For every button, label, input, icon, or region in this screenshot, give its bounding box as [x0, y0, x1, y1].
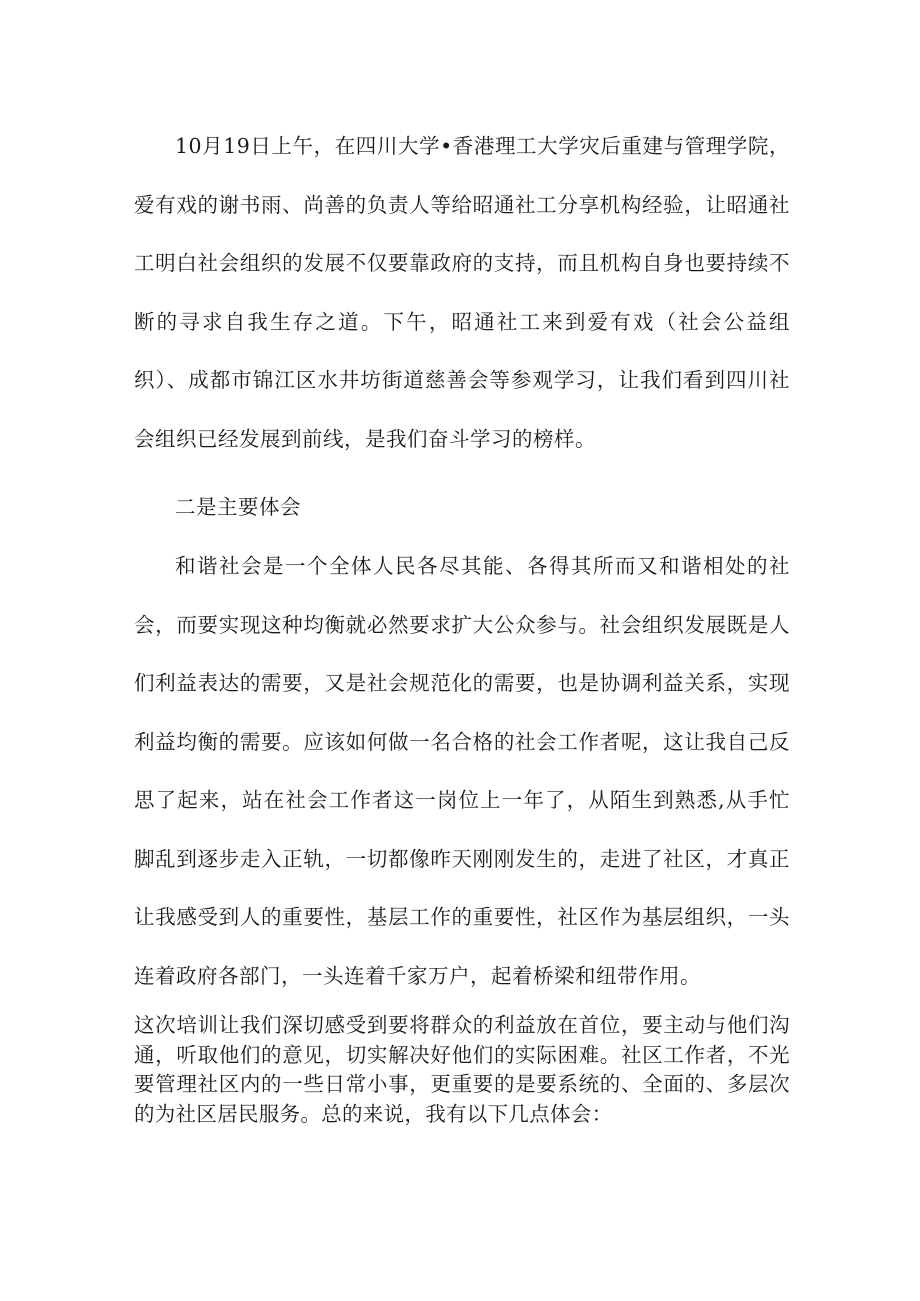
- paragraph-training-visit: 10月19日上午，在四川大学•香港理工大学灾后重建与管理学院，爱有戏的谢书雨、尚善的负责人等给昭通社工分享机构经验，让昭通社工明白社会组织的发展不仅要靠政府的支持，而且机构自身也要持续不断的寻求自我生存之道。下午，昭通社工来到爱有戏（社会公益组织）、成都市锦江区水井坊街道慈善会等参观学习，让我们看到四川社会组织已经发展到前线，是我们奋斗学习的榜样。: [134, 134, 790, 451]
- paragraph-harmonious-society: 和谐社会是一个全体人民各尽其能、各得其所而又和谐相处的社会，而要实现这种均衡就必然要求扩大公众参与。社会组织发展既是人们利益表达的需要，又是社会规范化的需要，也是协调利益关系，实现利益均衡的需要。应该如何做一名合格的社会工作者呢，这让我自己反思了起来，站在社会工作者这一岗位上一年了，从陌生到熟悉,从手忙脚乱到逐步走入正轨，一切都像昨天刚刚发生的，走进了社区，才真正让我感受到人的重要性，基层工作的重要性，社区作为基层组织，一头连着政府各部门，一头连着千家万户，起着桥梁和纽带作用。: [134, 554, 790, 988]
- section-heading-main-insights: 二是主要体会: [175, 495, 301, 519]
- paragraph-training-summary: 这次培训让我们深切感受到要将群众的利益放在首位，要主动与他们沟通，听取他们的意见，切实解决好他们的实际困难。社区工作者，不光要管理社区内的一些日常小事，更重要的是要系统的、全面的、多层次的为社区居民服务。总的来说，我有以下几点体会：: [134, 1013, 790, 1126]
